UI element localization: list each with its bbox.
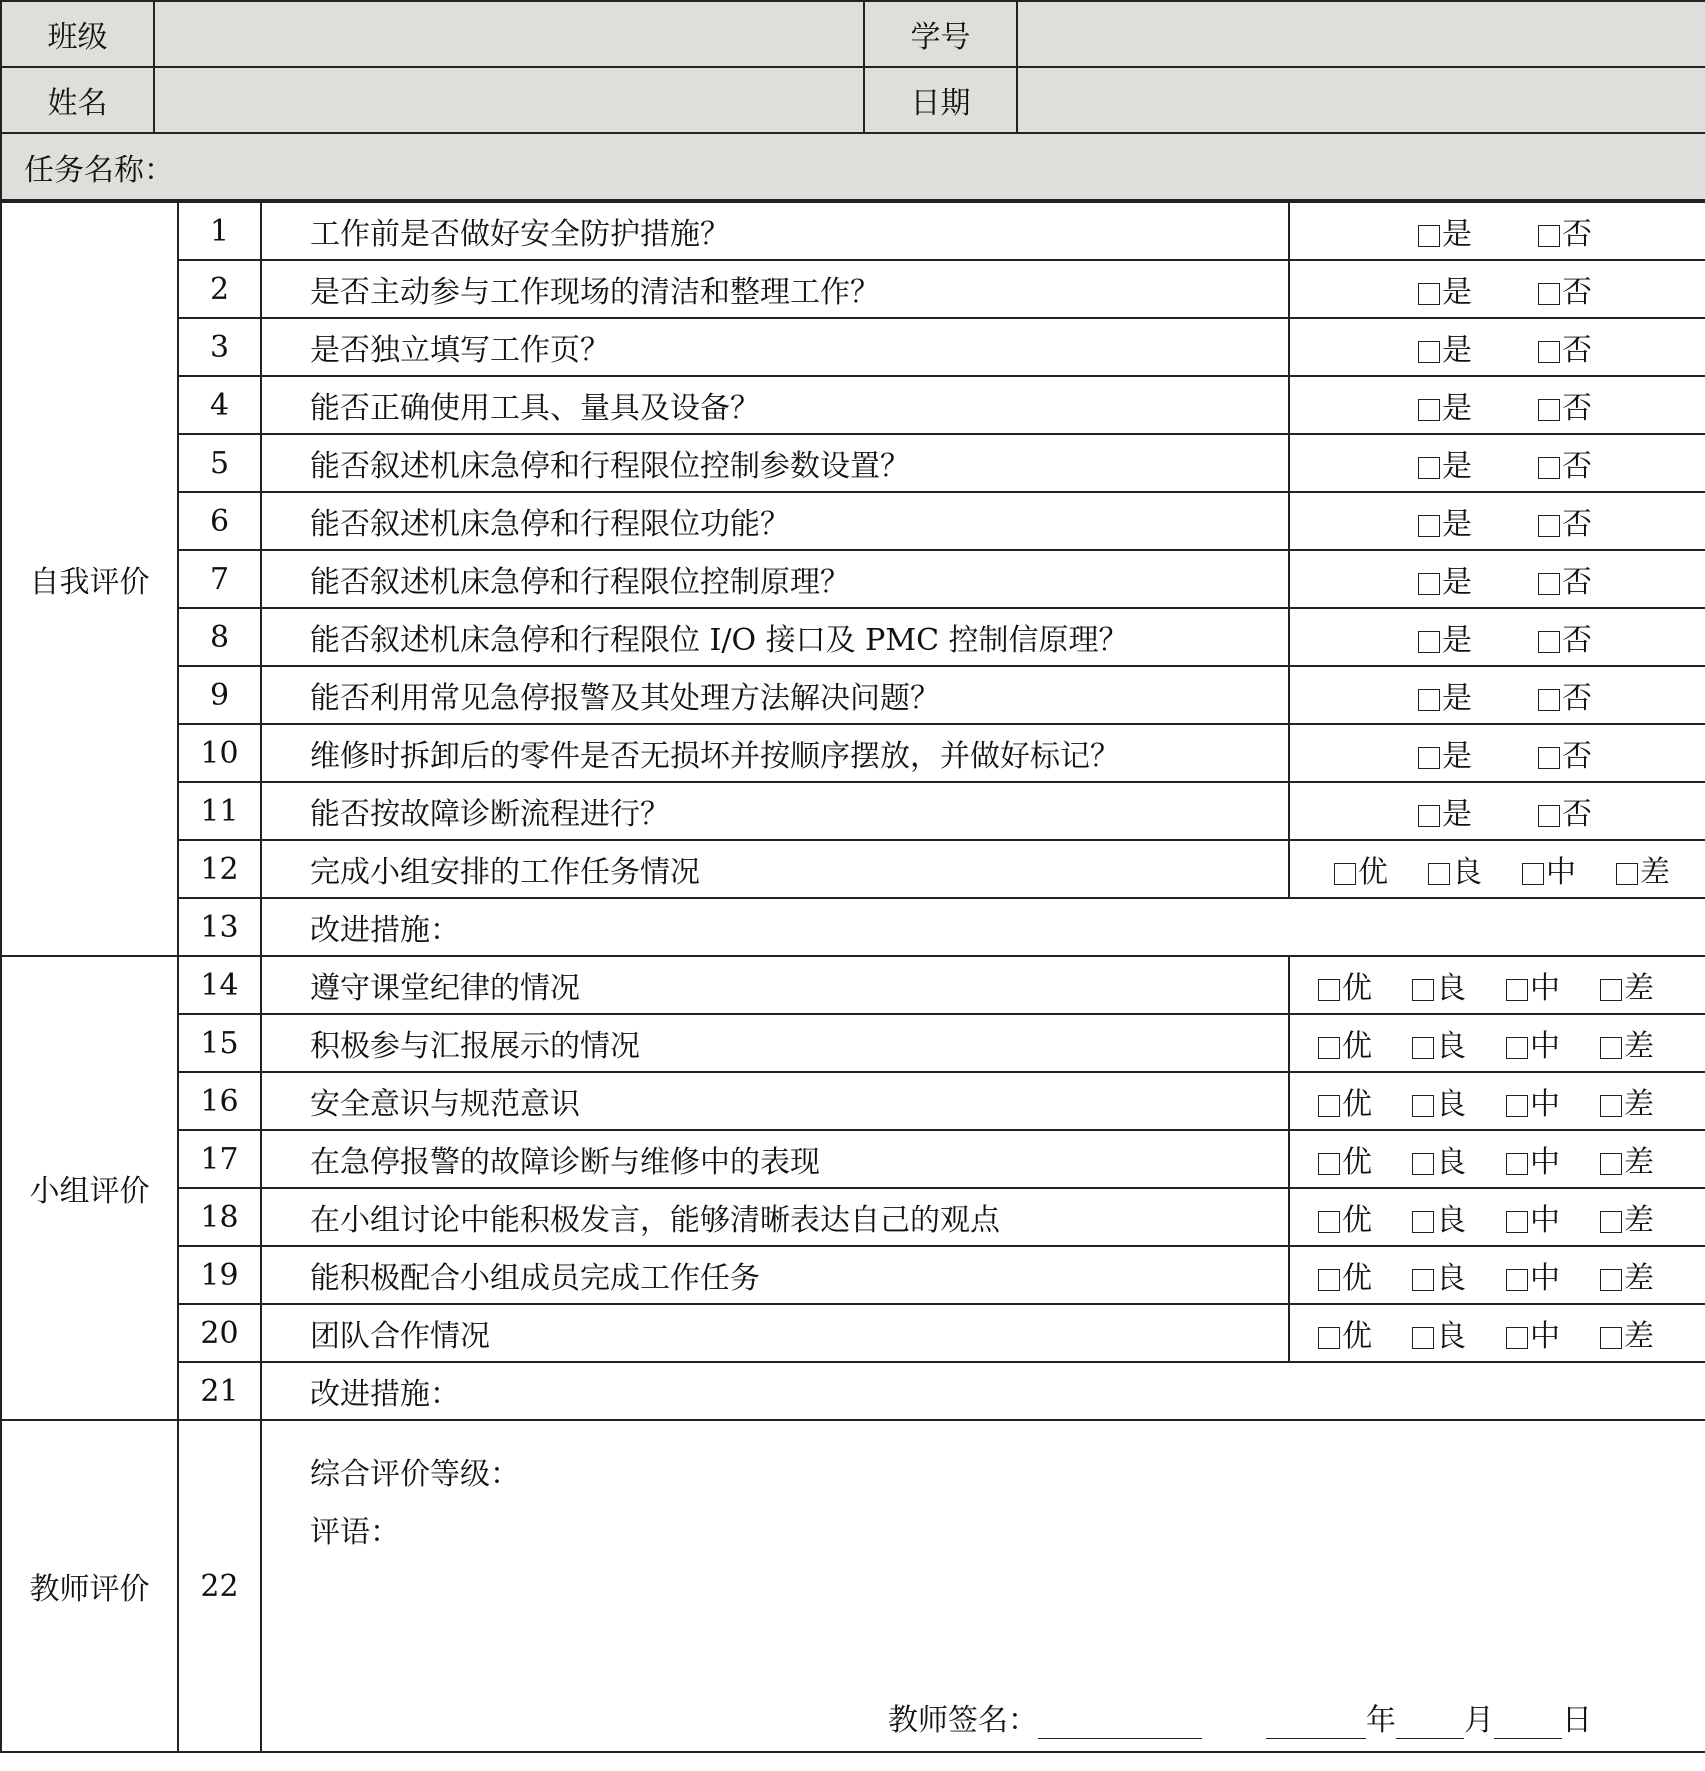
name-label: 姓名 xyxy=(1,67,154,133)
checkbox[interactable] xyxy=(1334,863,1356,885)
yes-no-options xyxy=(1289,434,1705,492)
poor-option[interactable]: 差 xyxy=(1600,1079,1654,1123)
checkbox[interactable] xyxy=(1538,747,1560,769)
month-field[interactable] xyxy=(1396,1712,1464,1739)
checkbox[interactable] xyxy=(1522,863,1544,885)
checkbox[interactable] xyxy=(1428,863,1450,885)
medium-option[interactable]: 中 xyxy=(1522,847,1576,891)
grade-options xyxy=(1289,840,1705,898)
item-number: 21 xyxy=(178,1362,261,1420)
excellent-option[interactable]: 优 xyxy=(1318,1253,1372,1297)
item-number: 3 xyxy=(178,318,261,376)
self-evaluation-section: 自我评价 xyxy=(1,202,178,956)
signature-line xyxy=(888,1695,1592,1739)
checkbox[interactable] xyxy=(1418,341,1440,363)
good-option[interactable]: 良 xyxy=(1412,1195,1466,1239)
yes-no-options xyxy=(1289,202,1705,260)
checkbox[interactable] xyxy=(1538,283,1560,305)
checkbox[interactable] xyxy=(1600,1037,1622,1059)
checkbox[interactable] xyxy=(1418,457,1440,479)
yes-no-options xyxy=(1289,608,1705,666)
item-question: 在小组讨论中能积极发言，能够清晰表达自己的观点 xyxy=(261,1188,1289,1246)
good-option[interactable]: 良 xyxy=(1412,1137,1466,1181)
checkbox[interactable] xyxy=(1538,457,1560,479)
checkbox[interactable] xyxy=(1600,1327,1622,1349)
medium-option[interactable]: 中 xyxy=(1506,1137,1560,1181)
checkbox[interactable] xyxy=(1506,1037,1528,1059)
item-number: 16 xyxy=(178,1072,261,1130)
checkbox[interactable] xyxy=(1418,283,1440,305)
item-number: 20 xyxy=(178,1304,261,1362)
excellent-option[interactable]: 优 xyxy=(1318,1079,1372,1123)
table-row xyxy=(1,1304,1705,1362)
grade-options xyxy=(1289,956,1705,1014)
checkbox[interactable] xyxy=(1412,1211,1434,1233)
checkbox[interactable] xyxy=(1616,863,1638,885)
item-number: 18 xyxy=(178,1188,261,1246)
table-row xyxy=(1,1072,1705,1130)
item-number: 10 xyxy=(178,724,261,782)
yes-no-options xyxy=(1289,492,1705,550)
table-row xyxy=(1,1188,1705,1246)
item-number: 1 xyxy=(178,202,261,260)
checkbox[interactable] xyxy=(1600,1269,1622,1291)
checkbox[interactable] xyxy=(1506,1211,1528,1233)
item-question: 是否主动参与工作现场的清洁和整理工作？ xyxy=(261,260,1289,318)
table-row xyxy=(1,1014,1705,1072)
item-number: 12 xyxy=(178,840,261,898)
good-option[interactable]: 良 xyxy=(1412,963,1466,1007)
yes-no-options xyxy=(1289,260,1705,318)
signature-field[interactable] xyxy=(1038,1712,1202,1739)
checkbox[interactable] xyxy=(1538,341,1560,363)
checkbox[interactable] xyxy=(1538,515,1560,537)
item-question: 团队合作情况 xyxy=(261,1304,1289,1362)
table-row xyxy=(1,260,1705,318)
table-row xyxy=(1,956,1705,1014)
grade-options xyxy=(1289,1304,1705,1362)
grade-options xyxy=(1289,1014,1705,1072)
checkbox[interactable] xyxy=(1318,1095,1340,1117)
header-table xyxy=(0,0,1705,201)
medium-option[interactable]: 中 xyxy=(1506,1253,1560,1297)
medium-option[interactable]: 中 xyxy=(1506,1079,1560,1123)
item-question: 能否叙述机床急停和行程限位功能？ xyxy=(261,492,1289,550)
checkbox[interactable] xyxy=(1412,1037,1434,1059)
item-number: 6 xyxy=(178,492,261,550)
good-option[interactable]: 良 xyxy=(1412,1079,1466,1123)
checkbox[interactable] xyxy=(1412,1327,1434,1349)
poor-option[interactable]: 差 xyxy=(1616,847,1670,891)
grade-options xyxy=(1289,1130,1705,1188)
checkbox[interactable] xyxy=(1318,1037,1340,1059)
item-question: 积极参与汇报展示的情况 xyxy=(261,1014,1289,1072)
checkbox[interactable] xyxy=(1418,573,1440,595)
checkbox[interactable] xyxy=(1412,1095,1434,1117)
poor-option[interactable]: 差 xyxy=(1600,963,1654,1007)
checkbox[interactable] xyxy=(1506,1095,1528,1117)
grade-options xyxy=(1289,1246,1705,1304)
excellent-option[interactable]: 优 xyxy=(1318,1021,1372,1065)
checkbox[interactable] xyxy=(1506,1153,1528,1175)
checkbox[interactable] xyxy=(1412,1269,1434,1291)
student-id-label: 学号 xyxy=(864,1,1017,67)
no-option[interactable]: 否 xyxy=(1538,615,1592,659)
signature-label: 教师签名： xyxy=(888,1703,1038,1738)
teacher-comment-area[interactable] xyxy=(261,1420,1705,1752)
poor-option[interactable]: 差 xyxy=(1600,1311,1654,1355)
yes-option[interactable]: 是 xyxy=(1418,557,1472,601)
checkbox[interactable] xyxy=(1506,979,1528,1001)
checkbox[interactable] xyxy=(1318,979,1340,1001)
checkbox[interactable] xyxy=(1418,805,1440,827)
checkbox[interactable] xyxy=(1600,979,1622,1001)
checkbox[interactable] xyxy=(1412,979,1434,1001)
no-option[interactable]: 否 xyxy=(1538,499,1592,543)
yes-no-options xyxy=(1289,666,1705,724)
item-number: 4 xyxy=(178,376,261,434)
grade-options xyxy=(1289,1072,1705,1130)
medium-option[interactable]: 中 xyxy=(1506,963,1560,1007)
student-id-field[interactable] xyxy=(1017,1,1705,67)
checkbox[interactable] xyxy=(1412,1153,1434,1175)
item-question: 能否叙述机床急停和行程限位控制原理？ xyxy=(261,550,1289,608)
checkbox[interactable] xyxy=(1506,1269,1528,1291)
checkbox[interactable] xyxy=(1600,1211,1622,1233)
item-number: 5 xyxy=(178,434,261,492)
no-option[interactable]: 否 xyxy=(1538,731,1592,775)
checkbox[interactable] xyxy=(1600,1095,1622,1117)
checkbox[interactable] xyxy=(1538,689,1560,711)
good-option[interactable]: 良 xyxy=(1412,1021,1466,1065)
table-row xyxy=(1,550,1705,608)
excellent-option[interactable]: 优 xyxy=(1318,1195,1372,1239)
checkbox[interactable] xyxy=(1538,631,1560,653)
checkbox[interactable] xyxy=(1318,1211,1340,1233)
table-row xyxy=(1,1420,1705,1752)
item-question: 能否叙述机床急停和行程限位控制参数设置？ xyxy=(261,434,1289,492)
class-label: 班级 xyxy=(1,1,154,67)
year-label: 年 xyxy=(1366,1703,1396,1738)
excellent-option[interactable]: 优 xyxy=(1318,963,1372,1007)
day-label: 日 xyxy=(1562,1703,1592,1738)
item-number: 11 xyxy=(178,782,261,840)
item-number: 2 xyxy=(178,260,261,318)
day-field[interactable] xyxy=(1494,1712,1562,1739)
yes-option[interactable]: 是 xyxy=(1418,673,1472,717)
yes-no-options xyxy=(1289,550,1705,608)
date-label: 日期 xyxy=(864,67,1017,133)
table-row xyxy=(1,434,1705,492)
good-option[interactable]: 良 xyxy=(1412,1311,1466,1355)
table-row xyxy=(1,376,1705,434)
yes-no-options xyxy=(1289,782,1705,840)
yes-option[interactable]: 是 xyxy=(1418,267,1472,311)
class-field[interactable] xyxy=(154,1,864,67)
poor-option[interactable]: 差 xyxy=(1600,1021,1654,1065)
item-number: 8 xyxy=(178,608,261,666)
yes-option[interactable]: 是 xyxy=(1418,383,1472,427)
overall-grade-label: 综合评价等级： xyxy=(310,1457,520,1492)
good-option[interactable]: 良 xyxy=(1412,1253,1466,1297)
poor-option[interactable]: 差 xyxy=(1600,1195,1654,1239)
no-option[interactable]: 否 xyxy=(1538,325,1592,369)
item-question: 能否利用常见急停报警及其处理方法解决问题？ xyxy=(261,666,1289,724)
checkbox[interactable] xyxy=(1418,225,1440,247)
table-row xyxy=(1,492,1705,550)
checkbox[interactable] xyxy=(1538,573,1560,595)
year-field[interactable] xyxy=(1266,1712,1366,1739)
item-question: 遵守课堂纪律的情况 xyxy=(261,956,1289,1014)
item-question: 工作前是否做好安全防护措施？ xyxy=(261,202,1289,260)
table-row xyxy=(1,1362,1705,1420)
item-question: 安全意识与规范意识 xyxy=(261,1072,1289,1130)
no-option[interactable]: 否 xyxy=(1538,383,1592,427)
yes-no-options xyxy=(1289,376,1705,434)
item-number: 22 xyxy=(178,1420,261,1752)
no-option[interactable]: 否 xyxy=(1538,673,1592,717)
item-number: 17 xyxy=(178,1130,261,1188)
table-row xyxy=(1,318,1705,376)
no-option[interactable]: 否 xyxy=(1538,789,1592,833)
improvement-measures[interactable]: 改进措施： xyxy=(261,1362,1705,1420)
good-option[interactable]: 良 xyxy=(1428,847,1482,891)
table-row xyxy=(1,782,1705,840)
checkbox[interactable] xyxy=(1538,399,1560,421)
yes-no-options xyxy=(1289,318,1705,376)
medium-option[interactable]: 中 xyxy=(1506,1195,1560,1239)
excellent-option[interactable]: 优 xyxy=(1334,847,1388,891)
item-question: 能否按故障诊断流程进行？ xyxy=(261,782,1289,840)
yes-option[interactable]: 是 xyxy=(1418,615,1472,659)
yes-option[interactable]: 是 xyxy=(1418,731,1472,775)
checkbox[interactable] xyxy=(1600,1153,1622,1175)
checkbox[interactable] xyxy=(1418,747,1440,769)
checkbox[interactable] xyxy=(1538,225,1560,247)
medium-option[interactable]: 中 xyxy=(1506,1311,1560,1355)
checkbox[interactable] xyxy=(1318,1327,1340,1349)
checkbox[interactable] xyxy=(1506,1327,1528,1349)
table-row xyxy=(1,666,1705,724)
item-number: 13 xyxy=(178,898,261,956)
table-row xyxy=(1,840,1705,898)
name-field[interactable] xyxy=(154,67,864,133)
yes-option[interactable]: 是 xyxy=(1418,209,1472,253)
checkbox[interactable] xyxy=(1318,1269,1340,1291)
table-row xyxy=(1,608,1705,666)
item-question: 完成小组安排的工作任务情况 xyxy=(261,840,1289,898)
yes-option[interactable]: 是 xyxy=(1418,499,1472,543)
table-row xyxy=(1,898,1705,956)
item-number: 9 xyxy=(178,666,261,724)
comment-label: 评语： xyxy=(310,1515,400,1550)
checkbox[interactable] xyxy=(1418,689,1440,711)
table-row xyxy=(1,724,1705,782)
yes-option[interactable]: 是 xyxy=(1418,441,1472,485)
table-row xyxy=(1,202,1705,260)
medium-option[interactable]: 中 xyxy=(1506,1021,1560,1065)
date-field[interactable] xyxy=(1017,67,1705,133)
month-label: 月 xyxy=(1464,1703,1494,1738)
item-number: 7 xyxy=(178,550,261,608)
checkbox[interactable] xyxy=(1418,515,1440,537)
checkbox[interactable] xyxy=(1538,805,1560,827)
group-evaluation-section: 小组评价 xyxy=(1,956,178,1420)
no-option[interactable]: 否 xyxy=(1538,209,1592,253)
checkbox[interactable] xyxy=(1318,1153,1340,1175)
item-number: 15 xyxy=(178,1014,261,1072)
task-name-label: 任务名称： xyxy=(1,133,1705,200)
poor-option[interactable]: 差 xyxy=(1600,1253,1654,1297)
teacher-evaluation-section: 教师评价 xyxy=(1,1420,178,1752)
table-row xyxy=(1,1130,1705,1188)
evaluation-table xyxy=(0,201,1705,1753)
item-question: 能否正确使用工具、量具及设备？ xyxy=(261,376,1289,434)
table-row xyxy=(1,1246,1705,1304)
item-question: 能积极配合小组成员完成工作任务 xyxy=(261,1246,1289,1304)
item-question: 在急停报警的故障诊断与维修中的表现 xyxy=(261,1130,1289,1188)
item-question: 是否独立填写工作页？ xyxy=(261,318,1289,376)
checkbox[interactable] xyxy=(1418,399,1440,421)
item-question: 维修时拆卸后的零件是否无损坏并按顺序摆放，并做好标记？ xyxy=(261,724,1289,782)
item-number: 14 xyxy=(178,956,261,1014)
yes-option[interactable]: 是 xyxy=(1418,789,1472,833)
no-option[interactable]: 否 xyxy=(1538,441,1592,485)
grade-options xyxy=(1289,1188,1705,1246)
checkbox[interactable] xyxy=(1418,631,1440,653)
excellent-option[interactable]: 优 xyxy=(1318,1311,1372,1355)
yes-no-options xyxy=(1289,724,1705,782)
yes-option[interactable]: 是 xyxy=(1418,325,1472,369)
no-option[interactable]: 否 xyxy=(1538,557,1592,601)
item-number: 19 xyxy=(178,1246,261,1304)
excellent-option[interactable]: 优 xyxy=(1318,1137,1372,1181)
improvement-measures[interactable]: 改进措施： xyxy=(261,898,1705,956)
no-option[interactable]: 否 xyxy=(1538,267,1592,311)
poor-option[interactable]: 差 xyxy=(1600,1137,1654,1181)
item-question: 能否叙述机床急停和行程限位 I/O 接口及 PMC 控制信原理？ xyxy=(261,608,1289,666)
